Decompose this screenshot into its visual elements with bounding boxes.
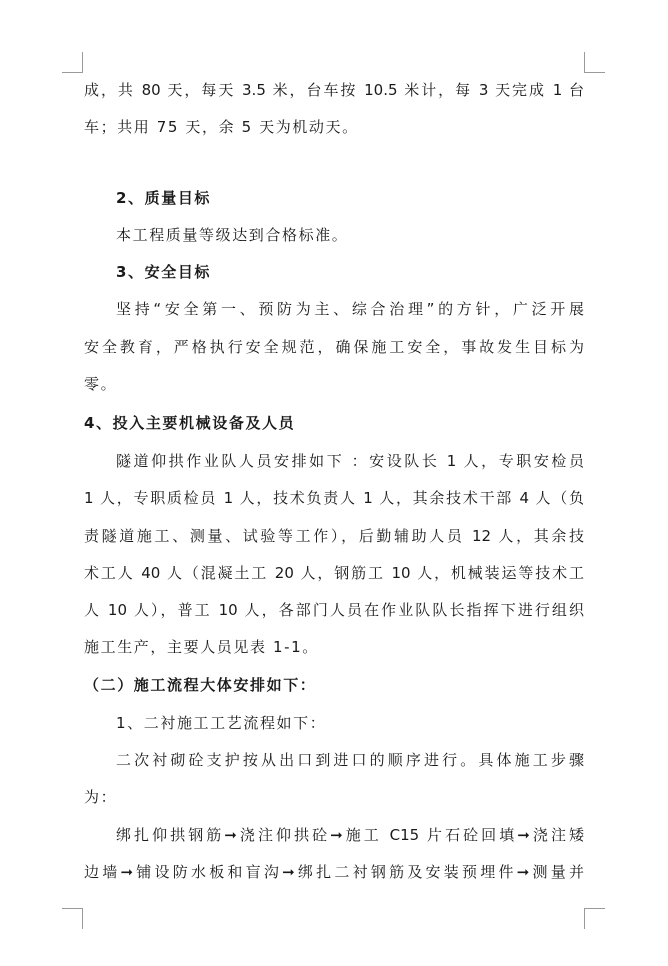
body-text-line: 人 10 人），普工 10 人，各部门人员在作业队队长指挥下进行组织 — [84, 601, 584, 619]
subsection-heading-lining-process: 1、二衬施工工艺流程如下： — [116, 714, 327, 732]
section-heading-safety: 3、安全目标 — [116, 263, 212, 281]
body-text-line: 二次衬砌砼支护按从出口到进口的顺序进行。具体施工步骤 — [116, 751, 584, 769]
body-text-line: 坚持“安全第一、预防为主、综合治理”的方针，广泛开展 — [116, 300, 584, 318]
body-text-line: 边墙➞铺设防水板和盲沟➞绑扎二衬钢筋及安装预埋件➞测量并 — [84, 863, 584, 881]
body-text-line: 成，共 80 天，每天 3.5 米，台车按 10.5 米计，每 3 天完成 1 台 — [84, 81, 584, 99]
body-text-line: 安全教育，严格执行安全规范，确保施工安全，事故发生目标为 — [84, 338, 584, 356]
margin-corner-bottom-right — [584, 908, 605, 929]
body-text-line: 术工人 40 人（混凝土工 20 人，钢筋工 10 人，机械装运等技术工 — [84, 564, 584, 582]
body-text-line: 车；共用 75 天，余 5 天为机动天。 — [84, 118, 359, 136]
body-text-line: 零。 — [84, 375, 118, 393]
margin-corner-bottom-left — [62, 908, 83, 929]
section-heading-quality: 2、质量目标 — [116, 189, 212, 207]
body-text-line: 本工程质量等级达到合格标准。 — [116, 226, 349, 244]
body-text-line: 责隧道施工、测量、试验等工作），后勤辅助人员 12 人，其余技 — [84, 527, 584, 545]
section-heading-equipment-personnel: 4、投入主要机械设备及人员 — [84, 414, 296, 432]
body-text-line: 施工生产，主要人员见表 1-1。 — [84, 638, 319, 656]
body-text-line: 隧道仰拱作业队人员安排如下 ：安设队长 1 人，专职安检员 — [116, 452, 584, 470]
body-text-line: 1 人，专职质检员 1 人，技术负责人 1 人，其余技术干部 4 人（负 — [84, 489, 584, 507]
body-text-line: 绑扎仰拱钢筋➞浇注仰拱砼➞施工 C15 片石砼回填➞浇注矮 — [116, 826, 584, 844]
section-heading-construction-flow: （二）施工流程大体安排如下： — [84, 676, 317, 694]
margin-corner-top-left — [62, 52, 83, 73]
body-text-line: 为： — [84, 788, 118, 806]
margin-corner-top-right — [584, 52, 605, 73]
